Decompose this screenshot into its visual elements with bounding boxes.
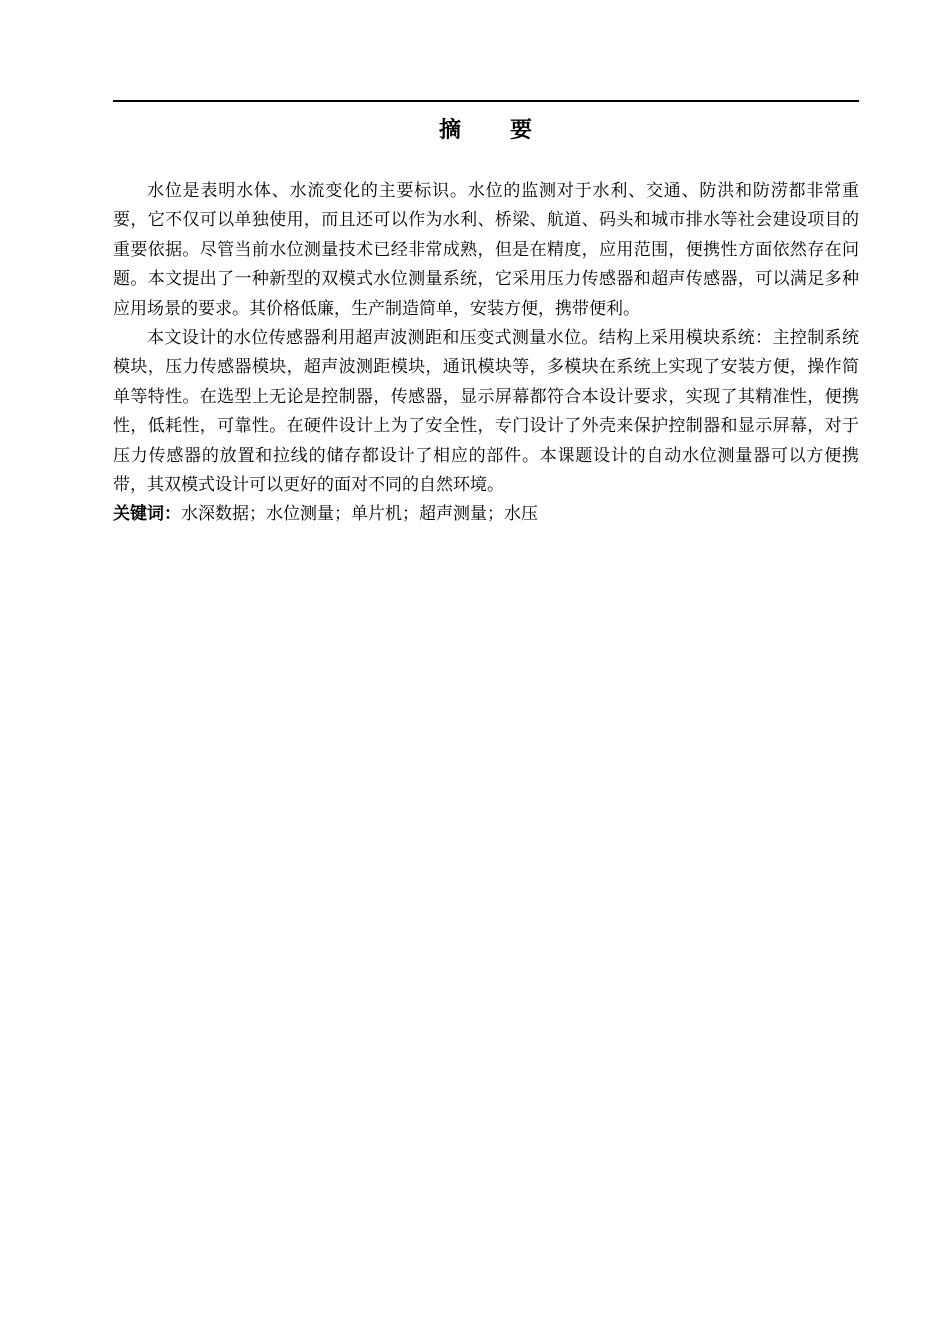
- abstract-title-char-2: 要: [510, 118, 534, 143]
- abstract-paragraph-2: 本文设计的水位传感器利用超声波测距和压变式测量水位。结构上采用模块系统：主控制系统模块，压力传感器模块，超声波测距模块，通讯模块等，多模块在系统上实现了安装方便，操作简单等特性。在选型上无论是控制器，传感器，显示屏幕都符合本设计要求，实现了其精准性，便携性，低耗性，可靠性。在硬件设计上为了安全性，专门设计了外壳来保护控制器和显示屏幕，对于压力传感器的放置和拉线的储存都设计了相应的部件。本课题设计的自动水位测量器可以方便携带，其双模式设计可以更好的面对不同的自然环境。: [113, 328, 859, 496]
- keywords-line: [113, 500, 859, 529]
- abstract-title-char-1: 摘: [438, 118, 462, 143]
- abstract-paragraph-1: 水位是表明水体、水流变化的主要标识。水位的监测对于水利、交通、防洪和防涝都非常重要，它不仅可以单独使用，而且还可以作为水利、桥梁、航道、码头和城市排水等社会建设项目的重要依据。尽管当前水位测量技术已经非常成熟，但是在精度，应用范围，便携性方面依然存在问题。本文提出了一种新型的双模式水位测量系统，它采用压力传感器和超声传感器，可以满足多种应用场景的要求。其价格低廉，生产制造简单，安装方便，携带便利。: [113, 181, 859, 319]
- keywords-value: 水深数据；水位测量；单片机；超声测量；水压: [181, 504, 538, 525]
- abstract-title: [113, 114, 859, 148]
- abstract-body: [113, 177, 859, 530]
- header-rule: [113, 100, 859, 102]
- keywords-label: 关键词：: [113, 504, 181, 525]
